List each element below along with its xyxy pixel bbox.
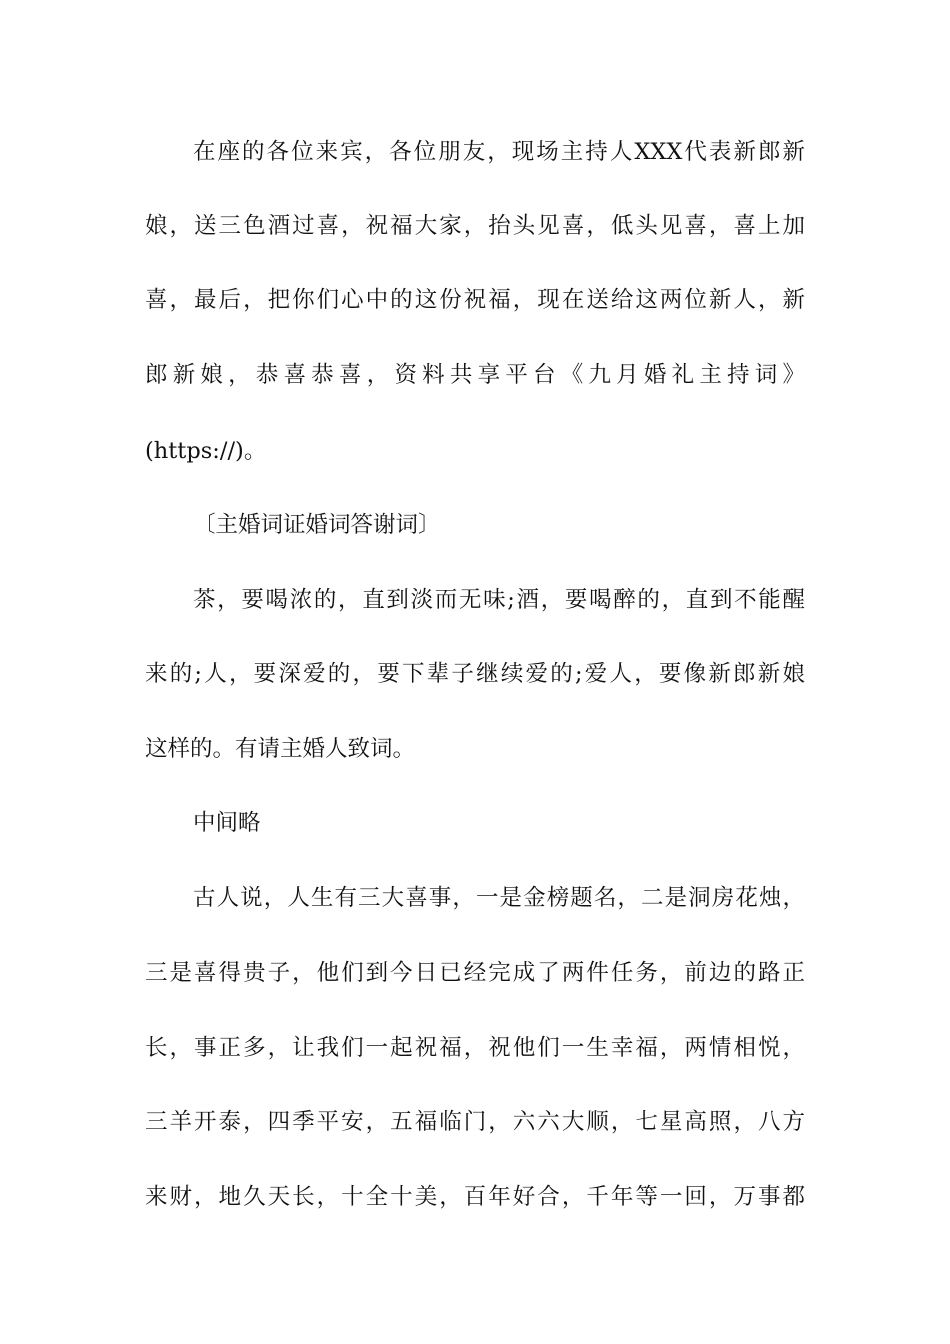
paragraph-5-line-2: 三是喜得贵子，他们到今日已经完成了两件任务，前边的路正 bbox=[145, 960, 805, 986]
paragraph-1-line-5: (https://)。 bbox=[145, 438, 267, 464]
paragraph-3-line-2: 来的;人，要深爱的，要下辈子继续爱的;爱人，要像新郎新娘 bbox=[145, 661, 805, 687]
paragraph-1-line-1: 在座的各位来宾，各位朋友，现场主持人XXX代表新郎新 bbox=[193, 139, 805, 165]
paragraph-5-line-3: 长，事正多，让我们一起祝福，祝他们一生幸福，两情相悦， bbox=[145, 1035, 805, 1061]
paragraph-5-line-1: 古人说，人生有三大喜事，一是金榜题名，二是洞房花烛， bbox=[193, 885, 805, 911]
paragraph-1-line-4: 郎新娘，恭喜恭喜，资料共享平台《九月婚礼主持词》 bbox=[145, 362, 805, 388]
paragraph-1-line-2: 娘，送三色酒过喜，祝福大家，抬头见喜，低头见喜，喜上加 bbox=[145, 213, 805, 239]
paragraph-3-line-1: 茶，要喝浓的，直到淡而无味;酒，要喝醉的，直到不能醒 bbox=[193, 587, 805, 613]
paragraph-2-line-1: 〔主婚词证婚词答谢词〕 bbox=[193, 512, 441, 538]
paragraph-5-line-5: 来财，地久天长，十全十美，百年好合，千年等一回，万事都 bbox=[145, 1184, 805, 1210]
paragraph-4-line-1: 中间略 bbox=[193, 810, 261, 836]
paragraph-1-line-3: 喜，最后，把你们心中的这份祝福，现在送给这两位新人，新 bbox=[145, 287, 805, 313]
paragraph-5-line-4: 三羊开泰，四季平安，五福临门，六六大顺，七星高照，八方 bbox=[145, 1109, 805, 1135]
paragraph-3-line-3: 这样的。有请主婚人致词。 bbox=[145, 736, 416, 762]
